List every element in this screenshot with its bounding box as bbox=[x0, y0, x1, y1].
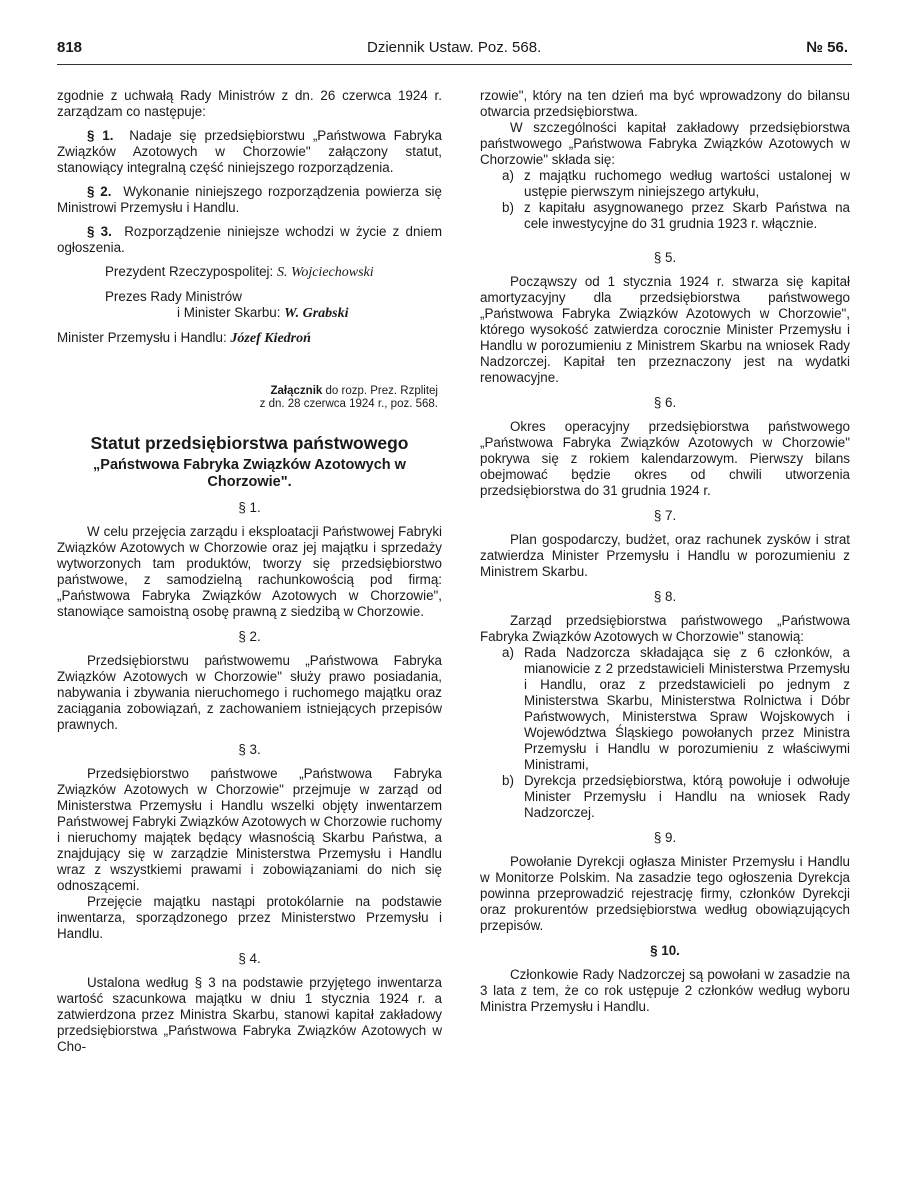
signatory-role: Prezydent Rzeczypospolitej: bbox=[105, 264, 274, 279]
signature-minister-industry bbox=[57, 330, 442, 347]
signatory-role: Prezes Rady Ministrów bbox=[105, 289, 242, 304]
section-label: § 3. bbox=[87, 224, 112, 239]
list-text: z majątku ruchomego według wartości ustalonej w ustępie pierwszym niniejszego artykułu, bbox=[524, 168, 850, 199]
section-label: § 1. bbox=[87, 128, 114, 143]
list-item bbox=[480, 645, 850, 773]
list-item bbox=[480, 200, 850, 232]
signatory-name: S. Wojciechowski bbox=[276, 265, 374, 280]
signatory-role: Minister Przemysłu i Handlu: bbox=[57, 330, 227, 345]
section-heading: § 5. bbox=[653, 250, 677, 265]
statute-paragraph-4b: W szczególności kapitał zakładowy przedsiębiorstwa państwowego „Państwowa Fabryka Związków Azotowych w Chorzowie" składa się: bbox=[480, 120, 850, 167]
section-heading: § 9. bbox=[653, 830, 677, 845]
list-item bbox=[480, 773, 850, 821]
list-text: Rada Nadzorcza składająca się z 6 członków, a mianowicie z 2 przedstawicieli Ministerstwa Przemysłu i Handlu, oraz z przedstawicieli po jednym z Ministerstwa Skarbu, Ministerstwa Rolnictwa i Dóbr Państwowych, Ministerstwa Spraw Wojskowych i Województwa Śląskiego powołanych przez Ministra Przemysłu i Handlu w porozumieniu z właściwymi Ministrami, bbox=[524, 645, 850, 772]
section-label: § 2. bbox=[87, 184, 112, 199]
statute-paragraph-4-cont: rzowie", który na ten dzień ma być wprowadzony do bilansu otwarcia przedsiębiorstwa. bbox=[480, 88, 850, 119]
statute-paragraph-1: W celu przejęcia zarządu i eksploatacji Państwowej Fabryki Związków Azotowych w Chorzowie oraz jej majątku i sprzedaży wytworzonych tam produktów, tworzy się przedsiębiorstwo państwowe, z samodzielną rachunkowością pod firmą: „Państwowa Fabryka Związków Azotowych w Chorzowie", stanowiące samoistną osobę prawną z siedzibą w Chorzowie. bbox=[57, 524, 442, 619]
list-marker: a) bbox=[502, 168, 514, 183]
list-text: Dyrekcja przedsiębiorstwa, którą powołuje i odwołuje Minister Przemysłu i Handlu na wniosek Rady Nadzorczej. bbox=[524, 773, 850, 820]
page-header bbox=[57, 40, 852, 65]
statute-paragraph-6: Okres operacyjny przedsiębiorstwa państwowego „Państwowa Fabryka Związków Azotowych w Chorzowie" pokrywa się z rokiem kalendarzowym. Pierwszy bilans obejmować będzie okres od chwili utworzenia przedsiębiorstwa do 31 grudnia 1924 r. bbox=[480, 419, 850, 498]
statute-paragraph-5: Począwszy od 1 stycznia 1924 r. stwarza się kapitał amortyzacyjny dla przedsiębiorstwa państwowego „Państwowa Fabryka Związków Azotowych w Chorzowie", którego wysokość zatwierdza corocznie Minister Przemysłu i Handlu w porozumieniu z Ministrem Skarbu na wniosek Rady Nadzorczej. Kapitał ten przeznaczony jest na wydatki renowacyjne. bbox=[480, 274, 850, 385]
section-text: Rozporządzenie niniejsze wchodzi w życie z dniem ogłoszenia. bbox=[57, 224, 442, 255]
decree-section-1 bbox=[57, 128, 442, 176]
section-text: Wykonanie niniejszego rozporządzenia powierza się Ministrowi Przemysłu i Handlu. bbox=[57, 184, 442, 215]
statute-title: Statut przedsiębiorstwa państwowego bbox=[90, 433, 409, 453]
section-heading: § 3. bbox=[238, 742, 261, 757]
section-heading: § 4. bbox=[238, 951, 261, 966]
section-heading: § 2. bbox=[238, 629, 261, 644]
section-text: Nadaje się przedsiębiorstwu „Państwowa Fabryka Związków Azotowych w Chorzowie" załączony statut, stanowiący integralną część niniejszego rozporządzenia. bbox=[57, 128, 442, 175]
decree-section-2 bbox=[57, 184, 442, 216]
signatory-role: i Minister Skarbu: bbox=[177, 305, 281, 320]
right-column bbox=[480, 88, 850, 1015]
statute-paragraph-8: Zarząd przedsiębiorstwa państwowego „Państwowa Fabryka Związków Azotowych w Chorzowie" stanowią: bbox=[480, 613, 850, 644]
statute-paragraph-3b: Przejęcie majątku nastąpi protokólarnie na podstawie inwentarza, sporządzonego przez Ministerstwo Przemysłu i Handlu. bbox=[57, 894, 442, 941]
section-heading: § 8. bbox=[653, 589, 677, 604]
statute-paragraph-9: Powołanie Dyrekcji ogłasza Minister Przemysłu i Handlu w Monitorze Polskim. Na zasadzie tego ogłoszenia Dyrekcja powinna przeprowadzić rejestrację firmy, członków Dyrekcji oraz prokurentów przedsiębiorstwa według obowiązujących przepisów. bbox=[480, 854, 850, 933]
annex-date: z dn. 28 czerwca 1924 r., poz. 568. bbox=[259, 398, 438, 410]
statute-paragraph-7: Plan gospodarczy, budżet, oraz rachunek zysków i strat zatwierdza Minister Przemysłu i Handlu w porozumieniu z Ministrem Skarbu. bbox=[480, 532, 850, 579]
decree-section-3 bbox=[57, 224, 442, 256]
statute-subtitle: „Państwowa Fabryka Związków Azotowych w Chorzowie". bbox=[93, 457, 406, 490]
intro-paragraph: zgodnie z uchwałą Rady Ministrów z dn. 26 czerwca 1924 r. zarządzam co następuje: bbox=[57, 88, 442, 119]
list-marker: b) bbox=[502, 200, 514, 215]
signature-president bbox=[57, 264, 442, 281]
section-heading: § 7. bbox=[653, 508, 677, 523]
statute-paragraph-4: Ustalona według § 3 na podstawie przyjętego inwentarza wartość szacunkowa majątku w dniu 1 stycznia 1924 r. a zatwierdzona przez Ministra Skarbu, stanowi kapitał zakładowy przedsiębiorstwa „Państwowa Fabryka Związków Azotowych w Cho- bbox=[57, 975, 442, 1054]
annex-text: do rozp. Prez. Rzplitej bbox=[325, 385, 438, 397]
issue-number: № 56. bbox=[806, 39, 848, 56]
section-heading: § 6. bbox=[653, 395, 677, 410]
annex-note bbox=[57, 385, 442, 411]
journal-title: Dziennik Ustaw. Poz. 568. bbox=[367, 39, 542, 56]
signatory-name: Józef Kiedroń bbox=[230, 331, 311, 346]
section-heading: § 1. bbox=[238, 500, 261, 515]
signatory-name: W. Grabski bbox=[284, 306, 349, 321]
page-number: 818 bbox=[57, 39, 83, 56]
signature-prime-minister bbox=[57, 289, 442, 322]
list-item bbox=[480, 168, 850, 200]
statute-paragraph-3: Przedsiębiorstwo państwowe „Państwowa Fabryka Związków Azotowych w Chorzowie" przejmuje w zarząd od Ministerstwa Przemysłu i Handlu wszelki objęty inwentarzem Państwowej Fabryki Związków Azotowych w Chorzowie ruchomy i nieruchomy majątek będący własnością Skarbu Państwa, a znajdujący się w zarządzie Ministerstwa Przemysłu i Handlu wraz z wszystkiemi prawami i zobowiązaniami do nich się odnoszącemi. bbox=[57, 766, 442, 893]
list-marker: b) bbox=[502, 773, 514, 788]
statute-paragraph-10: Członkowie Rady Nadzorczej są powołani w zasadzie na 3 lata z tem, że co rok ustępuje 2 członków według wyboru Ministra Przemysłu i Handlu. bbox=[480, 967, 850, 1014]
list-text: z kapitału asygnowanego przez Skarb Państwa na cele inwestycyjne do 31 grudnia 1923 r. włącznie. bbox=[524, 200, 850, 231]
statute-paragraph-2: Przedsiębiorstwu państwowemu „Państwowa Fabryka Związków Azotowych w Chorzowie" służy prawo posiadania, nabywania i zbywania nieruchomego i ruchomego majątku oraz zaciągania zobowiązań, z zachowaniem istniejących przepisów prawnych. bbox=[57, 653, 442, 732]
section-heading: § 10. bbox=[650, 943, 680, 958]
left-column bbox=[57, 88, 442, 1055]
annex-label: Załącznik bbox=[270, 385, 323, 397]
list-marker: a) bbox=[502, 645, 514, 660]
